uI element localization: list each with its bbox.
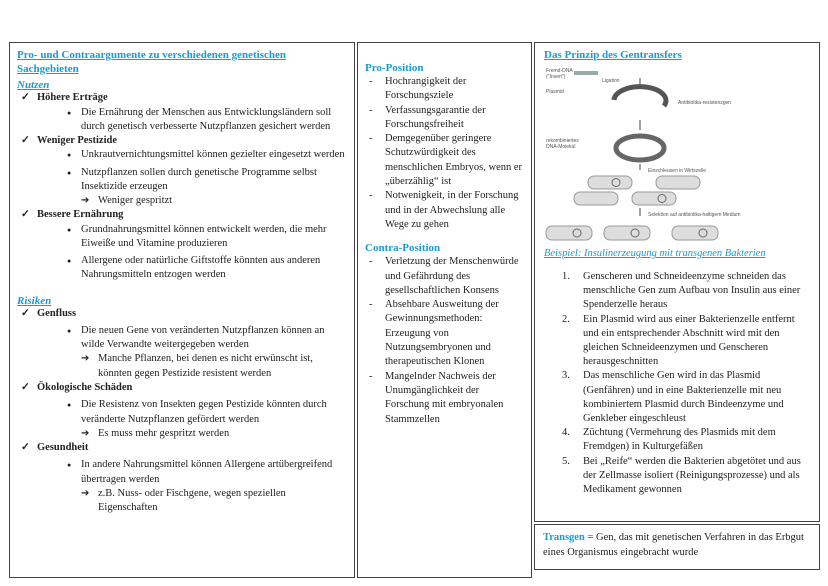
bacteria-row [574,176,700,205]
bacteria-row [546,226,718,240]
arrow-item: ➔ z.B. Nuss- oder Fischgene, wegen speziellen Eigenschaften [81,487,346,515]
list-item: ● Die Ernährung der Menschen aus Entwicklungsländern soll durch genetisch verbesserte Nutzpflanzen gesichert werden [61,106,346,134]
list-item: ● Die neuen Gene von veränderten Nutzpflanzen können an wilde Verwandte weitergegeben werden [61,324,346,352]
group-oekologische-schaeden: ✓ Ökologische Schäden [17,381,346,396]
contra-heading: Contra-Position [365,242,441,255]
arrow-item: ➔ Es muss mehr gespritzt werden [81,427,346,441]
step-item: 1. Genscheren und Schneideenzyme schneiden das menschliche Gen zum Aufbau von Insulin aus einer Spenderzelle heraus [562,271,801,311]
list-item: - Absehbare Ausweitung der Gewinnungsmethoden: Erzeugung von Nutzungsembryonen und therapeutischen Klonen [365,298,525,369]
plasmid-label: Plasmid [546,89,564,95]
einschleusen-label: Einschleusen in Wirtszelle [648,168,707,174]
list-item: - Mangelnder Nachweis der Unumgänglichkeit der Forschung mit embryonalen Stammzellen [365,370,525,427]
nutzen-heading: Nutzen [17,79,50,91]
step-item: 4. Züchtung (Vermehrung des Plasmids mit dem Fremdgen) in Kulturgefäßen [562,427,776,453]
rekomb-label-2: DNA-Molekül [546,144,576,150]
arrow-item: ➔ Weniger gespritzt [81,194,346,208]
insert-label: ("Insert") [546,74,566,80]
group-bessere-ernaehrung: ✓ Bessere Ernährung [17,208,346,223]
group-genfluss: ✓ Genfluss [17,307,346,322]
list-item: ● Grundnahrungsmittel können entwickelt werden, die mehr Eiweiße und Vitamine produzieren [61,223,346,251]
middle-panel [357,42,532,578]
group-gesundheit: ✓ Gesundheit [17,441,346,456]
risiken-heading: Risiken [17,294,52,307]
group-weniger-pestizide: ✓ Weniger Pestizide [17,134,346,149]
list-item: - Verletzung der Menschenwürde und Gefährdung des gesellschaftlichen Konsens [365,255,525,298]
resist-label: Antibiotika-resistenzgen [678,100,732,106]
arrow-item: ➔ Manche Pflanzen, bei denen es nicht erwünscht ist, könnten gegen Pestizide resistent werden [81,352,346,380]
step-item: 3. Das menschliche Gen wird in das Plasmid (Genfähren) und in eine Bakterienzelle mit neu kombiniertem Plasmid durch Bindeenzyme und Genkleber eingeschleust [562,370,784,425]
list-item: - Demgegenüber geringere Schutzwürdigkeit des menschlichen Embryos, wenn er „überzählig“ ist [365,132,525,189]
definition-box [534,524,820,570]
right-panel [534,42,820,522]
list-item: ● In andere Nahrungsmittel können Allergene artübergreifend übertragen werden [61,458,346,486]
right-title: Das Prinzip des Gentransfers [544,49,682,61]
group-hoehere-ertraege: ✓ Höhere Erträge [17,91,346,106]
plasmid-ring [614,87,666,106]
steps-list [544,270,813,497]
list-item: - Notwenigkeit, in der Forschung und in der Abwechslung alle Wege zu gehen [365,189,525,232]
fremd-dna-strand [574,71,598,75]
selektion-label: Selektion auf antibiotika-haltigem Medium [648,212,741,218]
gentransfer-diagram [544,68,744,246]
definition-term: Transgen [543,532,585,543]
example-caption: Beispiel: Insulinerzeugung mit transgenen Bakterien [544,248,766,259]
left-title: Pro- und Contraargumente zu verschiedenen genetischen Sachgebieten [17,49,286,75]
left-panel [9,42,355,578]
rekomb-ring [616,136,664,160]
list-item: - Verfassungsgarantie der Forschungsfreiheit [365,104,525,133]
ligation-label: Ligation [602,78,620,84]
step-item: 5. Bei „Reife“ werden die Bakterien abgetötet und aus der Zellmasse isoliert (Reinigungsprozesse) und als Medikament gewonnen [562,455,801,496]
rekomb-label: rekombiniertes [546,138,579,144]
pro-heading: Pro-Position [365,62,424,74]
list-item: - Hochrangigkeit der Forschungsziele [365,75,525,104]
step-item: 2. Ein Plasmid wird aus einer Bakterienzelle entfernt und ein entsprechender Abschnitt wird mit den gleichen Schneideenzymen und Genscheren herausgeschnitten [562,313,795,368]
definition-text: = Gen, das mit genetischen Verfahren in das Erbgut eines Organismus eingebracht wurde [543,532,804,558]
list-item: ● Allergene oder natürliche Giftstoffe könnten aus anderen Nahrungsmitteln entzogen werden [61,254,346,282]
list-item: ● Nutzpflanzen sollen durch genetische Programme selbst Insektizide erzeugen [61,166,346,194]
list-item: ● Die Resistenz von Insekten gegen Pestizide könnten durch veränderte Nutzpflanzen gefördert werden [61,398,346,426]
fremd-label: Fremd-DNA [546,68,573,74]
list-item: ● Unkrautvernichtungsmittel können gezielter eingesetzt werden [61,148,346,162]
